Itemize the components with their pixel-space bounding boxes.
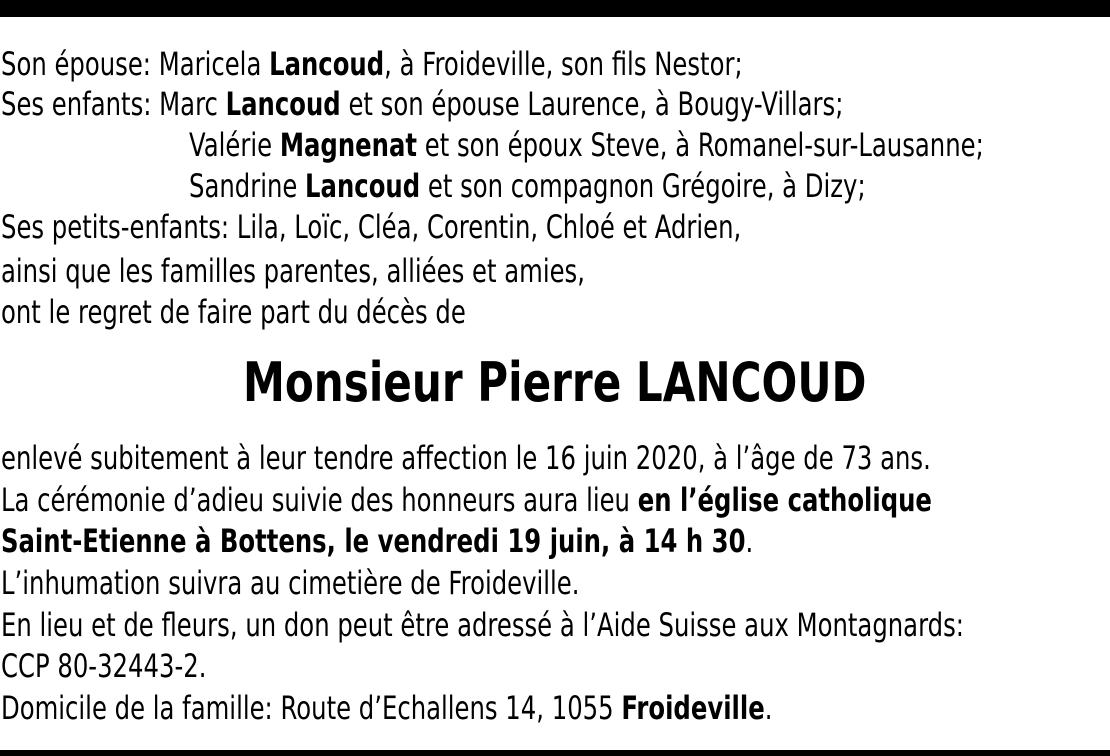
child-details: et son compagnon Grégoire, à Dizy; xyxy=(427,167,866,205)
top-rule xyxy=(0,0,1110,17)
ceremony-period: . xyxy=(745,522,754,560)
child-line-2 xyxy=(189,125,984,165)
ceremony-intro: La cérémonie d’adieu suivie des honneurs aura lieu xyxy=(1,481,630,519)
spouse-line xyxy=(1,44,743,84)
home-address: Domicile de la famille: Route d’Echallens 14, 1055 xyxy=(1,689,614,727)
child-surname: Magnenat xyxy=(279,126,417,164)
child-first-name: Sandrine xyxy=(189,167,298,205)
child-details: et son épouse Laurence, à Bougy-Villars; xyxy=(348,85,844,123)
spouse-surname: Lancoud xyxy=(269,45,385,83)
spouse-label: Son épouse: xyxy=(1,45,151,83)
ceremony-line-1 xyxy=(1,480,932,520)
relatives-line: ainsi que les familles parentes, alliées et amies, xyxy=(1,252,585,290)
home-town: Froideville xyxy=(621,689,765,727)
deceased-name-text: Monsieur Pierre LANCOUD xyxy=(243,351,867,414)
ceremony-place-date: Saint-Etienne à Bottens, le vendredi 19 juin, à 14 h 30 xyxy=(1,522,746,560)
home-line xyxy=(1,688,772,728)
child-details: et son époux Steve, à Romanel-sur-Lausanne; xyxy=(424,126,984,164)
spouse-first-name: Maricela xyxy=(158,45,262,83)
child-surname: Lancoud xyxy=(225,85,341,123)
children-label: Ses enfants: xyxy=(1,85,152,123)
account-line: CCP 80-32443-2. xyxy=(1,647,207,685)
deceased-name xyxy=(0,350,1110,416)
grandchildren-line: Ses petits-enfants: Lila, Loïc, Cléa, Corentin, Chloé et Adrien, xyxy=(1,208,742,246)
child-first-name: Valérie xyxy=(189,126,273,164)
child-line-3 xyxy=(189,166,866,206)
ceremony-line-2 xyxy=(1,521,753,561)
announcement-line: ont le regret de faire part du décès de xyxy=(1,293,466,331)
child-first-name: Marc xyxy=(159,85,218,123)
ceremony-church: en l’église catholique xyxy=(637,481,932,519)
passing-line: enlevé subitement à leur tendre affection le 16 juin 2020, à l’âge de 73 ans. xyxy=(1,439,931,477)
child-surname: Lancoud xyxy=(305,167,421,205)
donation-line: En lieu et de fleurs, un don peut être adressé à l’Aide Suisse aux Montagnards: xyxy=(1,606,964,644)
spouse-details: , à Froideville, son fils Nestor; xyxy=(384,45,743,83)
bottom-rule xyxy=(0,750,1110,756)
child-line-1 xyxy=(1,84,843,124)
home-period: . xyxy=(764,689,773,727)
burial-line: L’inhumation suivra au cimetière de Froideville. xyxy=(1,564,580,602)
